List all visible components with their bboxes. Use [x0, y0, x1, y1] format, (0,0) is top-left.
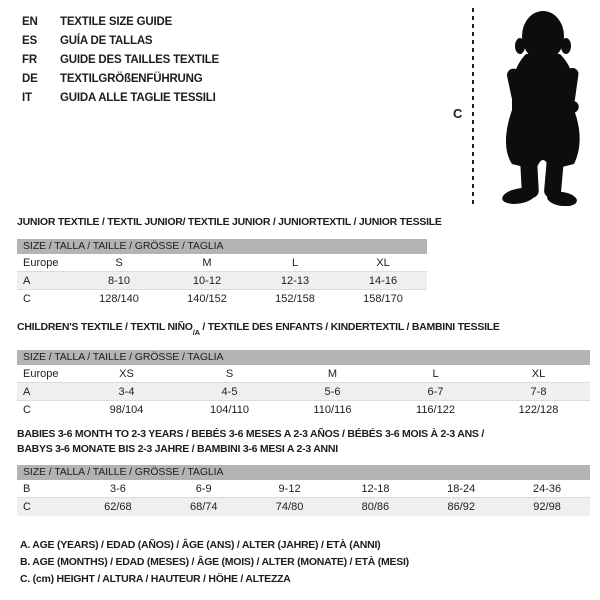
babies-section	[17, 427, 590, 516]
size-value-cell: 68/74	[189, 501, 218, 513]
lang-label: GUIDE DES TAILLES TEXTILE	[60, 54, 219, 66]
size-table-row	[17, 290, 427, 308]
row-label-cell: Europe	[23, 368, 59, 381]
size-value-cell: 3-6	[109, 483, 126, 495]
size-value-cell: 74/80	[275, 501, 304, 513]
junior-size-table	[17, 254, 427, 308]
size-value-cell: 104/110	[210, 404, 249, 417]
size-value-cell: S	[225, 368, 234, 381]
children-section	[17, 321, 590, 419]
height-marker-label: C	[453, 106, 463, 121]
footnote-a: A. AGE (YEARS) / EDAD (AÑOS) / ÂGE (ANS) / ALTER (JAHRE) / ETÀ (ANNI)	[20, 539, 381, 551]
size-table-row	[17, 383, 590, 401]
babies-section-title	[17, 427, 590, 457]
size-value-cell: 110/116	[313, 404, 352, 417]
size-band-header: SIZE / TALLA / TAILLE / GRÖSSE / TAGLIA	[17, 239, 427, 254]
children-section-title	[17, 321, 590, 337]
footnote-b: B. AGE (MONTHS) / EDAD (MESES) / ÂGE (MOIS) / ALTER (MONATE) / ETÀ (MESI)	[20, 556, 409, 568]
size-value-cell: 122/128	[518, 404, 559, 417]
size-value-cell: 24-36	[532, 483, 562, 495]
size-value-cell: 12-18	[361, 483, 390, 495]
lang-row-es	[22, 32, 219, 51]
size-value-cell: 6-9	[195, 483, 212, 495]
size-value-cell: L	[432, 368, 439, 381]
size-value-cell: 86/92	[447, 501, 475, 513]
junior-section	[17, 216, 442, 308]
size-value-cell: 158/170	[363, 293, 403, 305]
size-table-row	[17, 480, 590, 498]
lang-code: DE	[22, 73, 38, 85]
size-value-cell: 80/86	[361, 501, 390, 513]
size-value-cell: 140/152	[187, 293, 227, 305]
size-table-row	[17, 272, 427, 290]
children-title-sub: /A	[192, 328, 200, 338]
row-label-cell: C	[23, 293, 31, 305]
lang-label: GUIDA ALLE TAGLIE TESSILI	[60, 92, 216, 104]
footnote-c: C. (cm) HEIGHT / ALTURA / HAUTEUR / HÖHE / ALTEZZA	[20, 573, 291, 585]
size-value-cell: XL	[376, 257, 390, 269]
footnotes	[20, 537, 409, 588]
lang-row-fr	[22, 51, 219, 70]
row-label-cell: Europe	[23, 257, 59, 269]
size-value-cell: 18-24	[447, 483, 476, 495]
size-value-cell: 98/104	[109, 404, 144, 417]
lang-code: IT	[22, 92, 32, 104]
junior-section-title: JUNIOR TEXTILE / TEXTIL JUNIOR/ TEXTILE JUNIOR / JUNIORTEXTIL / JUNIOR TESSILE	[17, 216, 442, 228]
size-value-cell: 128/140	[99, 293, 139, 305]
size-value-cell: L	[291, 257, 299, 269]
size-value-cell: 9-12	[278, 483, 301, 495]
children-title-post: / TEXTILE DES ENFANTS / KINDERTEXTIL / BAMBINI TESSILE	[199, 321, 500, 333]
size-band-header: SIZE / TALLA / TAILLE / GRÖSSE / TAGLIA	[17, 465, 590, 480]
size-value-cell: 5-6	[324, 386, 341, 399]
size-band-header: SIZE / TALLA / TAILLE / GRÖSSE / TAGLIA	[17, 350, 590, 365]
size-value-cell: 8-10	[107, 275, 131, 287]
size-value-cell: 3-4	[118, 386, 135, 399]
lang-code: FR	[22, 54, 37, 66]
babies-title-line1: BABIES 3-6 MONTH TO 2-3 YEARS / BEBÉS 3-6 MESES A 2-3 AÑOS / BÉBÉS 3-6 MOIS À 2-3 ANS /	[17, 428, 485, 440]
size-value-cell: 6-7	[427, 386, 444, 399]
children-size-table	[17, 365, 590, 419]
lang-row-it	[22, 89, 219, 108]
babies-size-table	[17, 480, 590, 516]
row-label-cell: C	[23, 501, 31, 513]
row-label-cell: B	[23, 483, 31, 495]
lang-code: EN	[22, 16, 38, 28]
size-value-cell: 14-16	[368, 275, 398, 287]
baby-silhouette	[486, 6, 596, 206]
size-value-cell: 92/98	[533, 501, 561, 513]
lang-label: TEXTILE SIZE GUIDE	[60, 16, 173, 28]
size-value-cell: 116/122	[416, 404, 455, 417]
size-value-cell: XL	[531, 368, 546, 381]
babies-title-line2: BABYS 3-6 MONATE BIS 2-3 JAHRE / BAMBINI 3-6 MESI A 2-3 ANNI	[17, 443, 338, 455]
size-table-row	[17, 498, 590, 516]
size-value-cell: S	[115, 257, 123, 269]
height-dashed-line	[472, 8, 474, 206]
language-title-block	[22, 13, 219, 108]
size-value-cell: M	[202, 257, 212, 269]
size-value-cell: 10-12	[192, 275, 222, 287]
size-table-row	[17, 365, 590, 383]
lang-row-en	[22, 13, 219, 32]
row-label-cell: C	[23, 404, 31, 417]
lang-code: ES	[22, 35, 37, 47]
size-value-cell: 12-13	[280, 275, 310, 287]
size-value-cell: M	[327, 368, 338, 381]
size-value-cell: XS	[119, 368, 134, 381]
row-label-cell: A	[23, 386, 31, 399]
size-value-cell: 62/68	[104, 501, 132, 513]
lang-label: GUÍA DE TALLAS	[60, 35, 153, 47]
size-value-cell: 152/158	[275, 293, 315, 305]
row-label-cell: A	[23, 275, 31, 287]
size-table-row	[17, 254, 427, 272]
lang-row-de	[22, 70, 219, 89]
size-table-row	[17, 401, 590, 419]
size-value-cell: 7-8	[530, 386, 547, 399]
size-value-cell: 4-5	[221, 386, 238, 399]
children-title-pre: CHILDREN'S TEXTILE / TEXTIL NIÑO	[17, 321, 193, 333]
lang-label: TEXTILGRÖßENFÜHRUNG	[60, 73, 203, 85]
